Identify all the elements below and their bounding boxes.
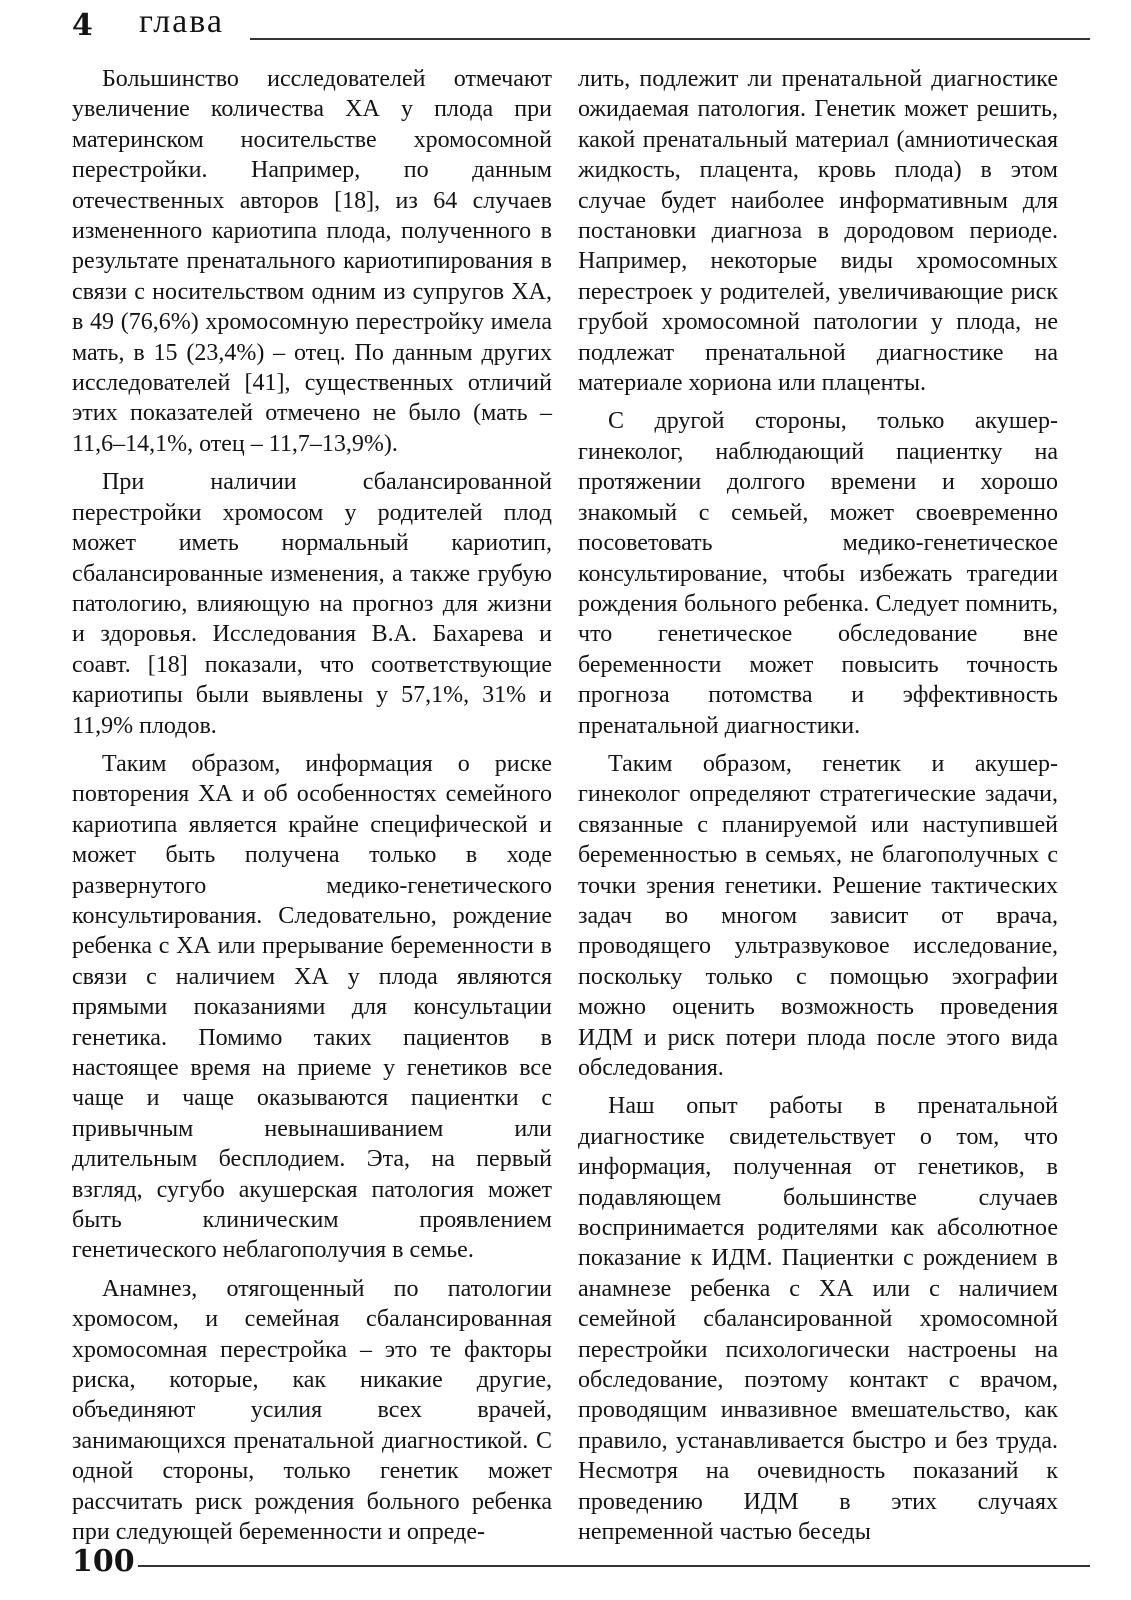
chapter-number: 4 <box>72 8 93 43</box>
page-number: 100 <box>72 1544 135 1579</box>
footer-rule <box>138 1565 1090 1567</box>
paragraph: Анамнез, отягощенный по патологии хромосом, и семейная сбалансированная хромосомная перестройка – это те факторы риска, которые, как никакие другие, объединяют усилия всех врачей, занимающихся пренатальной диагностикой. С одной стороны, только генетик может рассчитать риск рождения больного ребенка при следующей беременности и опреде- <box>72 1275 552 1546</box>
left-column <box>72 64 552 1556</box>
paragraph: Наш опыт работы в пренатальной диагностике свидетельствует о том, что информация, полученная от генетиков, в подавляющем большинстве случаев воспринимается родителями как абсолютное показание к ИДМ. Пациентки с рождением в анамнезе ребенка с ХА или с наличием семейной сбалансированной хромосомной перестройки психологически настроены на обследование, поэтому контакт с врачом, проводящим инвазивное вмешательство, как правило, устанавливается быстро и без труда. Несмотря на очевидность показаний к проведению ИДМ в этих случаях непременной частью беседы <box>578 1093 1058 1546</box>
paragraph: Таким образом, генетик и акушер-гинеколог определяют стратегические задачи, связанные с планируемой или наступившей беременностью в семьях, не благополучных с точки зрения генетики. Решение тактических задач во многом зависит от врача, проводящего ультразвуковое исследование, поскольку только с помощью эхографии можно оценить возможность проведения ИДМ и риск потери плода после этого вида обследования. <box>578 750 1058 1081</box>
paragraph: При наличии сбалансированной перестройки хромосом у родителей плод может иметь нормальный кариотип, сбалансированные изменения, а также грубую патологию, влияющую на прогноз для жизни и здоровья. Исследования В.А. Бахарева и соавт. [18] показали, что соответствующие кариотипы были выявлены у 57,1%, 31% и 11,9% плодов. <box>72 469 552 739</box>
page-footer <box>72 1540 1090 1584</box>
chapter-label: глава <box>139 3 224 40</box>
paragraph: С другой стороны, только акушер-гинеколог, наблюдающий пациентку на протяжении долгого времени и хорошо знакомый с семьей, может своевременно посоветовать медико-генетическое консультирование, чтобы избежать трагедии рождения больного ребенка. Следует помнить, что генетическое обследование вне беременности может повысить точность прогноза потомства и эффективность пренатальной диагностики. <box>578 408 1058 739</box>
paragraph: Таким образом, информация о риске повторения ХА и об особенностях семейного кариотипа является крайне специфической и может быть получена только в ходе развернутого медико-генетического консультирования. Следовательно, рождение ребенка с ХА или прерывание беременности в связи с наличием ХА у плода являются прямыми показаниями для консультации генетика. Помимо таких пациентов в настоящее время на приеме у генетиков все чаще и чаще оказываются пациентки с привычным невынашиванием или длительным бесплодием. Эта, на первый взгляд, сугубо акушерская патология может быть клиническим проявлением генетического неблагополучия в семье. <box>72 750 552 1264</box>
paragraph-continued: лить, подлежит ли пренатальной диагностике ожидаемая патология. Генетик может решить, какой пренатальный материал (амниотическая жидкость, плацента, кровь плода) в этом случае будет наиболее информативным для постановки диагноза в дородовом периоде. Например, некоторые виды хромосомных перестроек у родителей, увеличивающие риск грубой хромосомной патологии у плода, не подлежат пренатальной диагностике на материале хориона или плаценты. <box>578 66 1058 397</box>
running-header <box>72 3 1090 46</box>
header-rule <box>250 38 1090 40</box>
paragraph: Большинство исследователей отмечают увеличение количества ХА у плода при материнском носительстве хромосомной перестройки. Например, по данным отечественных авторов [18], из 64 случаев измененного кариотипа плода, полученного в результате пренатального кариотипирования в связи с носительством одним из супругов ХА, в 49 (76,6%) хромосомную перестройку имела мать, в 15 (23,4%) – отец. По данным других исследователей [41], существенных отличий этих показателей отмечено не было (мать – 11,6–14,1%, отец – 11,7–13,9%). <box>72 66 552 457</box>
right-column <box>578 64 1058 1556</box>
